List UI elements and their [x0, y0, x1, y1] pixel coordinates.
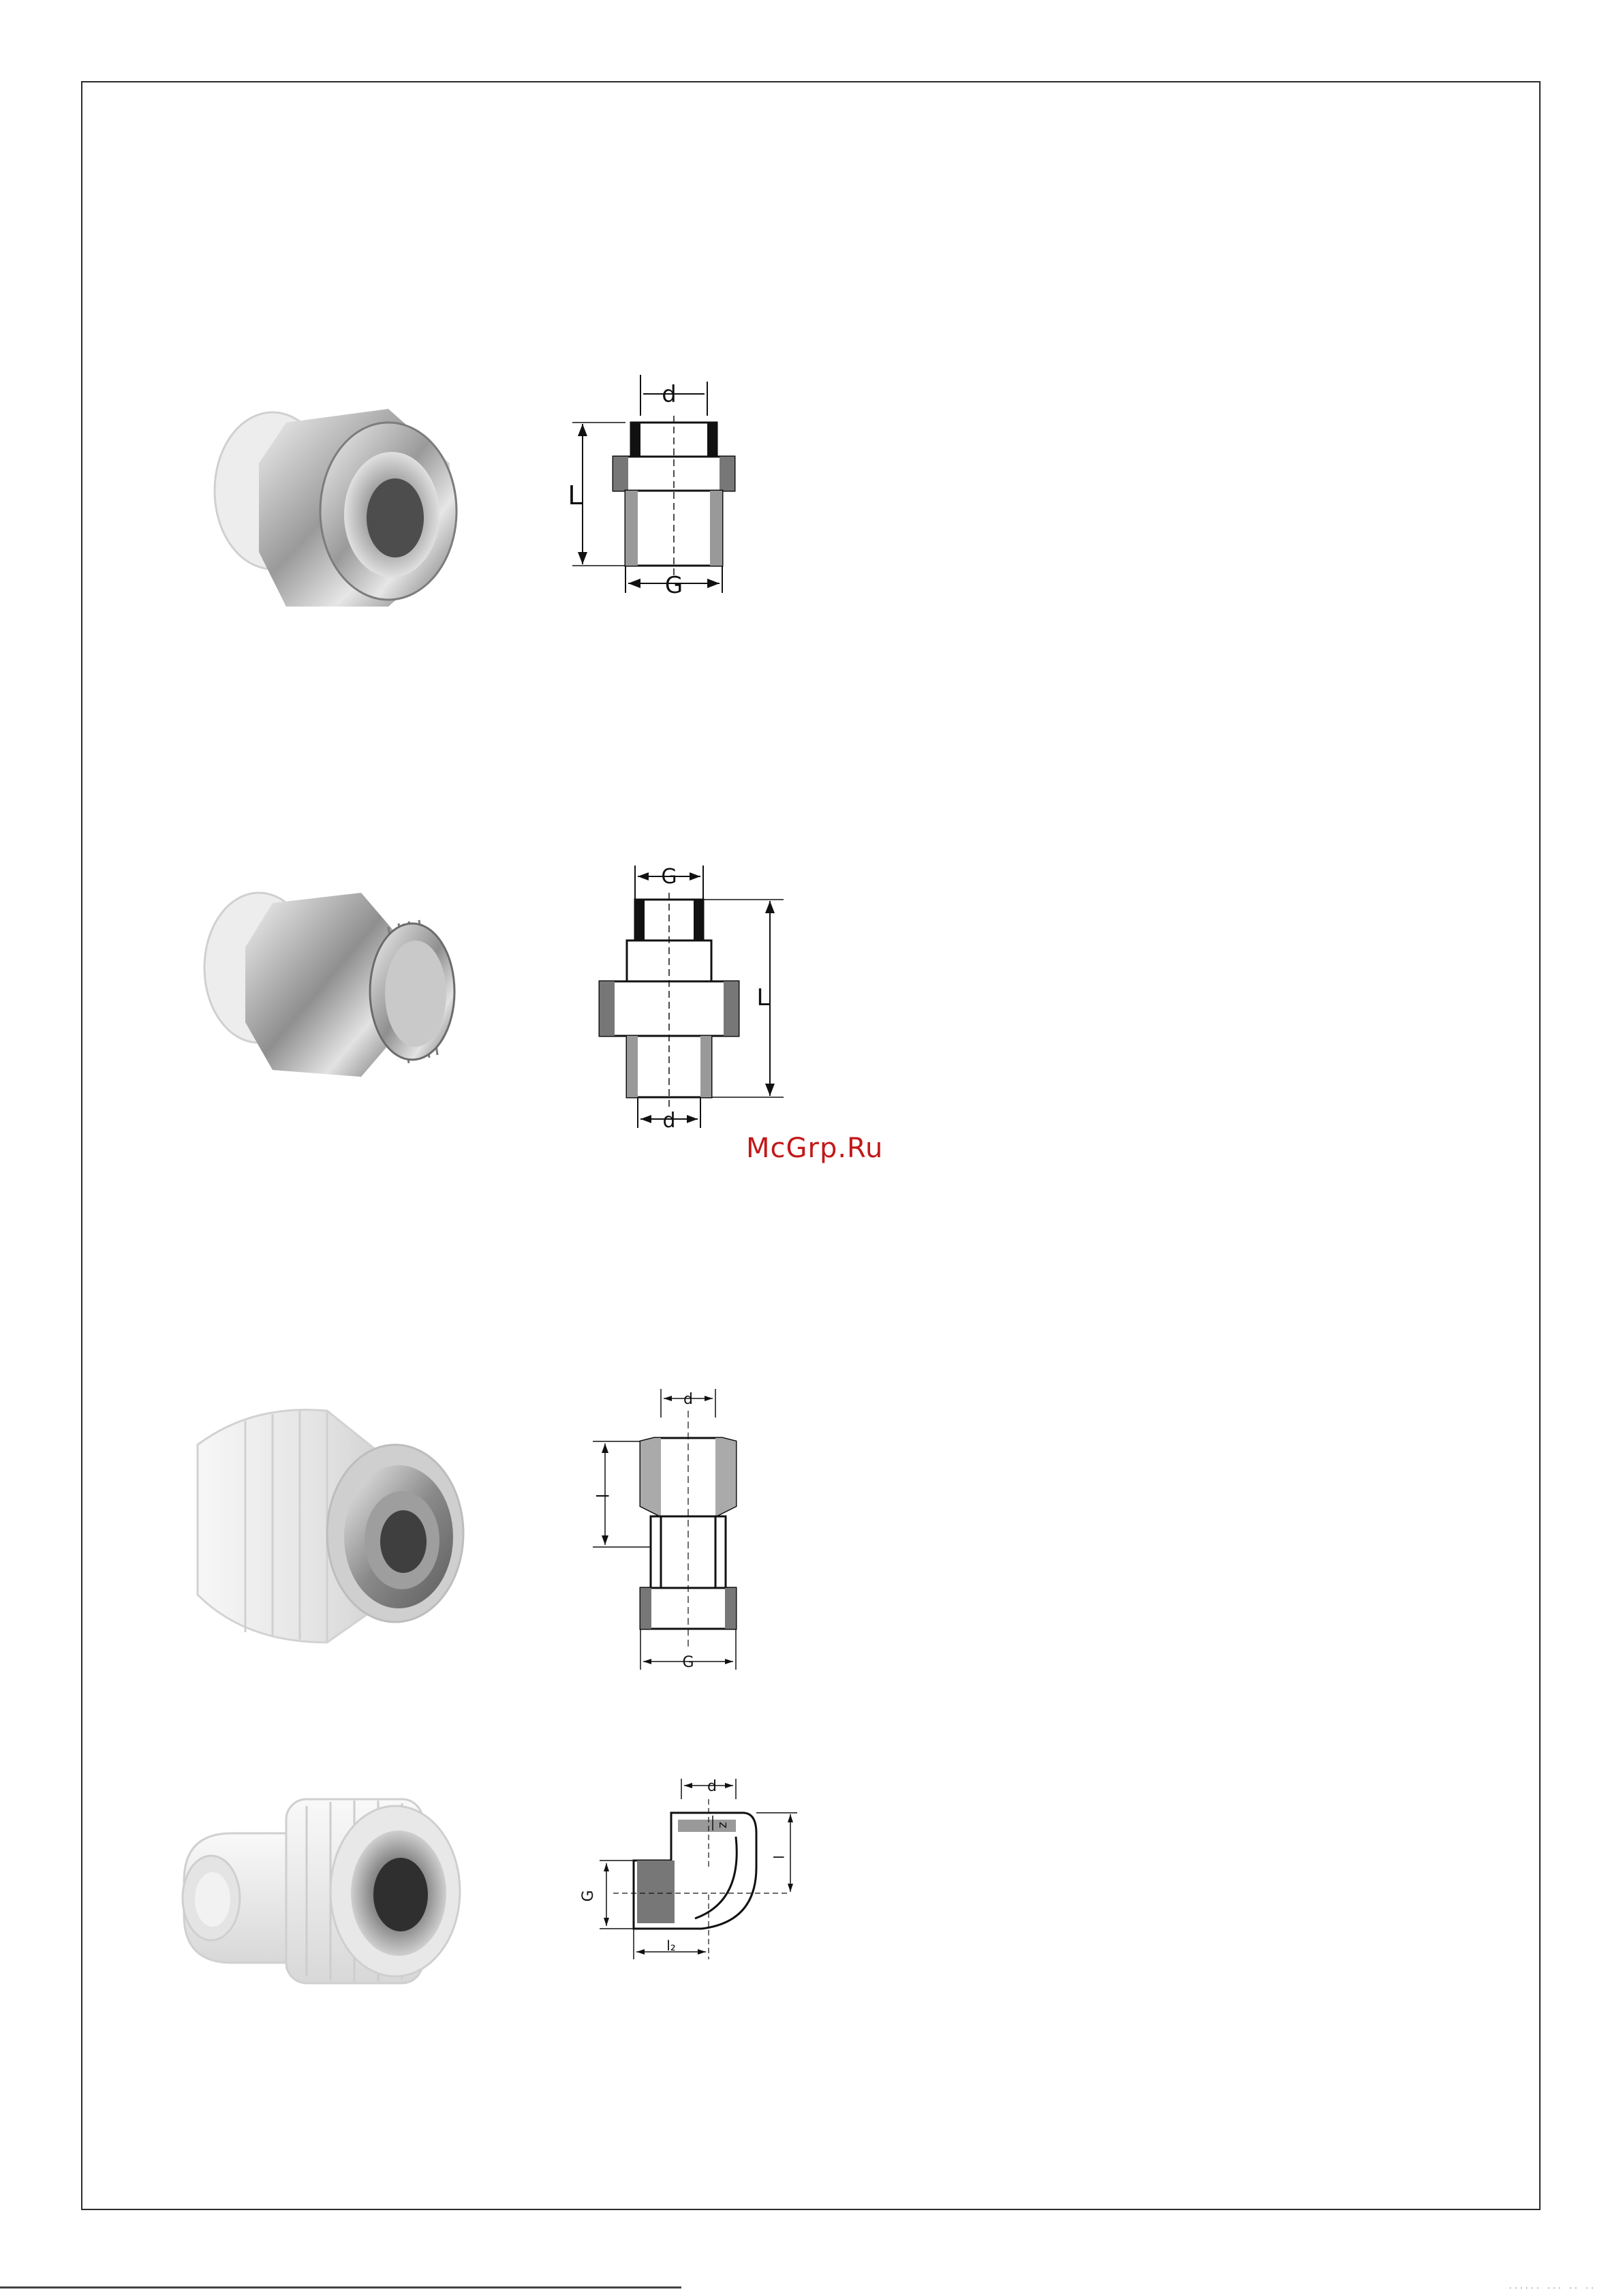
footer-rule: [0, 2286, 681, 2289]
elbow-female-drawing: [572, 1772, 818, 1976]
table-header-row: [837, 1472, 850, 1502]
elbow-z-label: z: [716, 1822, 730, 1828]
watermark-text: McGrp.Ru: [746, 1133, 884, 1164]
union-female-L-label: L: [568, 480, 583, 510]
table-row: [842, 443, 853, 466]
elbow-female-spec-table: [837, 1796, 859, 1997]
table-row: [846, 996, 857, 1020]
table-row: [837, 1600, 850, 1623]
adapter-union-nut-drawing: [579, 1383, 797, 1690]
table-row: [846, 1242, 857, 1265]
union-female-photo: [184, 382, 470, 641]
union-male-photo: [184, 866, 470, 1111]
union-female-d-label: d: [662, 381, 677, 408]
table-row: [842, 688, 853, 711]
union-female-G-label: G: [664, 572, 683, 599]
table-header-row: [846, 966, 857, 996]
adapter-union-nut-spec-table: [834, 1472, 853, 1672]
union-female-drawing: [559, 375, 777, 607]
table-row: [842, 492, 853, 515]
elbow-G-label: G: [580, 1890, 597, 1902]
table-row: [842, 394, 853, 417]
table-row: [846, 1045, 857, 1069]
footer-marks: ...... ... .. ..: [1508, 2283, 1596, 2291]
table-header-row: [839, 1796, 856, 1826]
adapter-G-label: G: [682, 1654, 694, 1671]
table-row: [842, 639, 853, 662]
table-row: [846, 1193, 857, 1216]
adapter-union-nut-photo: [170, 1390, 484, 1649]
union-male-L-label: L: [756, 984, 770, 1011]
table-row: [839, 1876, 856, 1899]
union-male-spec-table: [844, 966, 860, 1363]
table-row: [842, 345, 853, 368]
union-male-drawing: [579, 859, 797, 1131]
table-row: [846, 1291, 857, 1314]
elbow-l-label: l: [770, 1855, 786, 1859]
table-row: [839, 1974, 856, 1997]
adapter-d-label: d: [683, 1391, 693, 1408]
table-header-row: [842, 315, 853, 345]
table-row: [837, 1551, 850, 1574]
union-male-d-label: d: [662, 1109, 676, 1131]
table-row: [839, 1826, 856, 1850]
table-row: [846, 1095, 857, 1118]
table-row: [837, 1502, 850, 1525]
elbow-l2-label: l₂: [666, 1938, 676, 1954]
table-row: [842, 590, 853, 613]
table-row: [837, 1649, 850, 1672]
table-row: [842, 541, 853, 564]
elbow-d-label: d: [707, 1778, 717, 1795]
elbow-female-photo: [170, 1772, 484, 1990]
union-male-G-label: G: [661, 865, 677, 889]
table-row: [846, 1340, 857, 1363]
table-row: [839, 1925, 856, 1948]
union-female-spec-table: [839, 315, 856, 711]
adapter-l-label: l: [592, 1493, 611, 1499]
